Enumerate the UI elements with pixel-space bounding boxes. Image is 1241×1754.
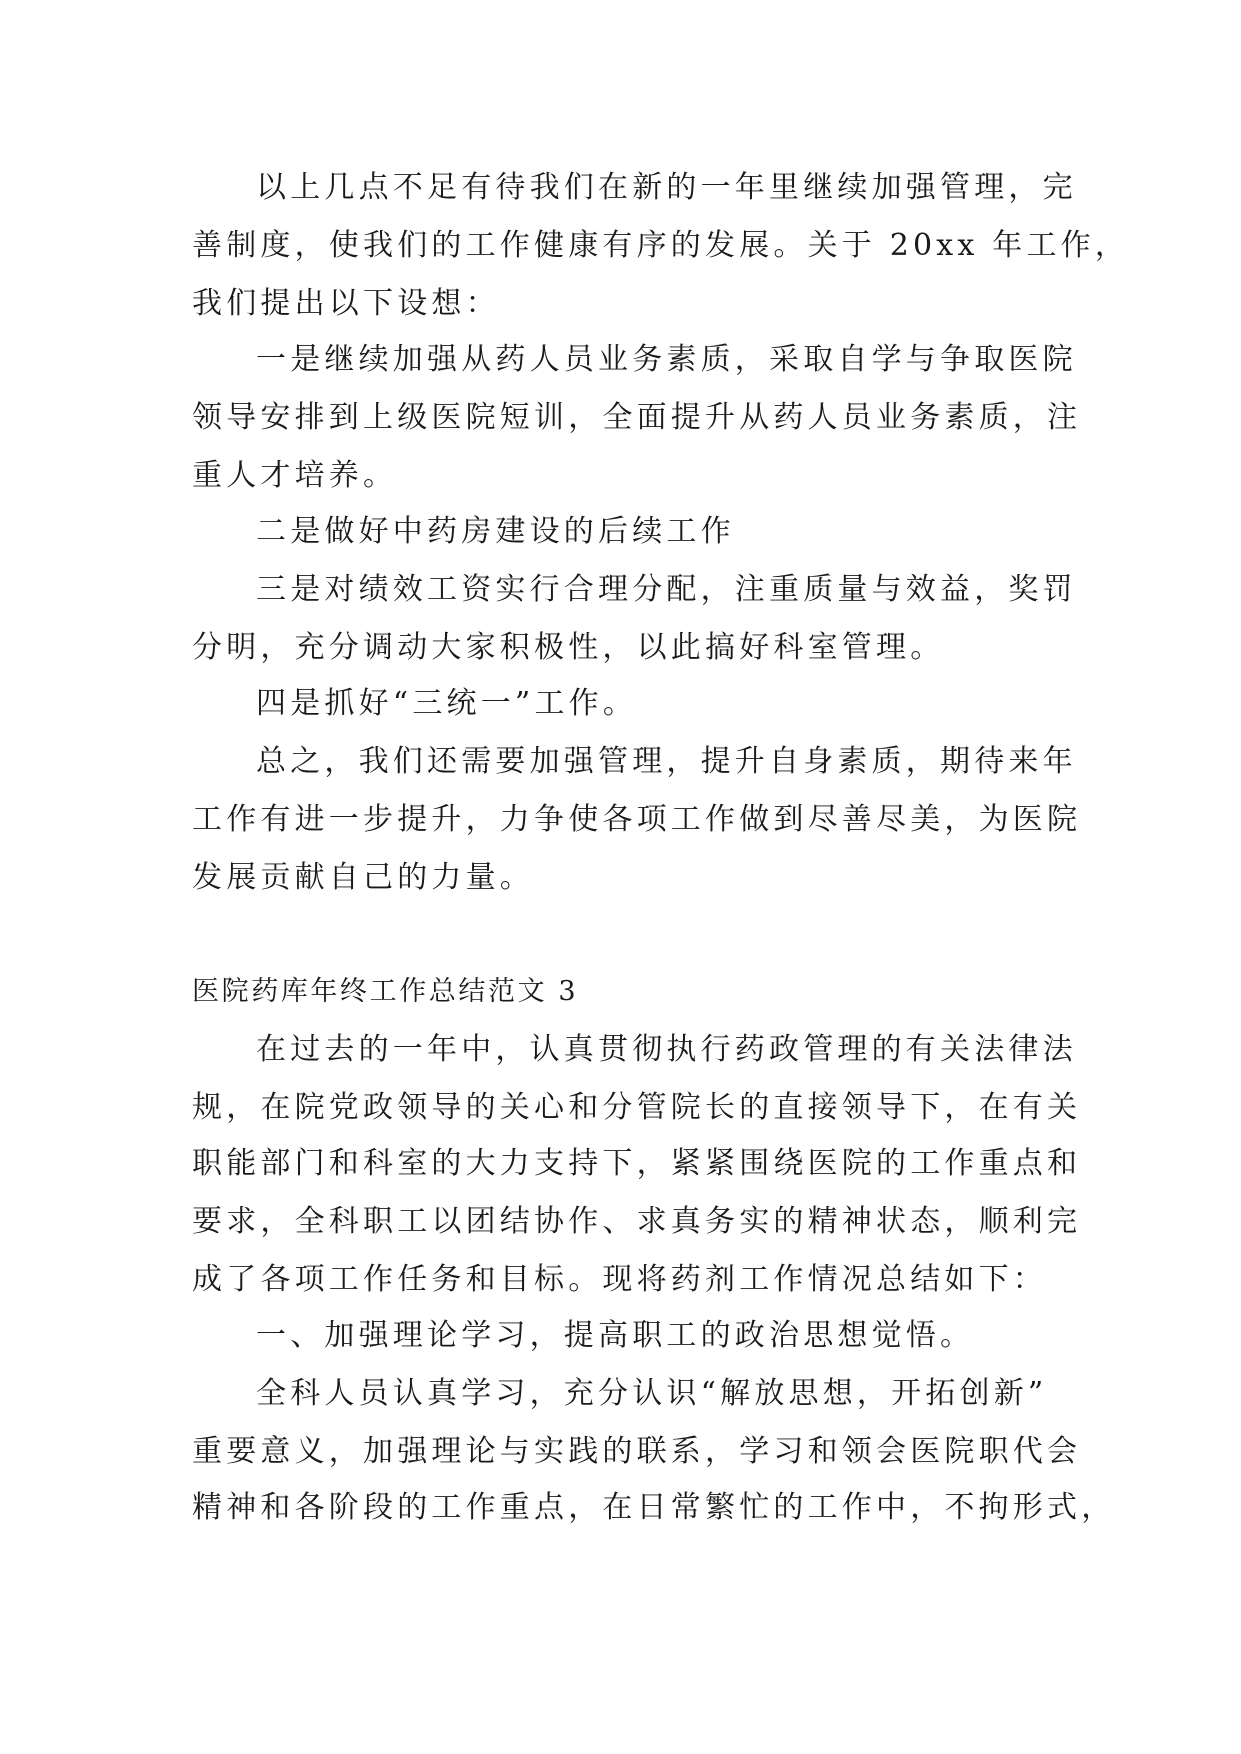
paragraph-line: 善制度，使我们的工作健康有序的发展。关于 20xx 年工作， [192, 228, 1130, 263]
paragraph-line: 一、加强理论学习，提高职工的政治思想觉悟。 [256, 1318, 975, 1353]
paragraph-line: 领导安排到上级医院短训，全面提升从药人员业务素质，注 [192, 400, 1082, 435]
paragraph-line: 四是抓好“三统一”工作。 [256, 686, 638, 721]
paragraph-line: 三是对绩效工资实行合理分配，注重质量与效益，奖罚 [256, 572, 1077, 607]
paragraph-line: 发展贡献自己的力量。 [192, 860, 534, 895]
paragraph-line: 重要意义，加强理论与实践的联系，学习和领会医院职代会 [192, 1434, 1082, 1469]
paragraph-line: 分明，充分调动大家积极性，以此搞好科室管理。 [192, 630, 945, 665]
paragraph-line: 工作有进一步提升，力争使各项工作做到尽善尽美，为医院 [192, 802, 1082, 837]
paragraph-line: 二是做好中药房建设的后续工作 [256, 514, 735, 549]
paragraph-line: 重人才培养。 [192, 458, 398, 493]
paragraph-line: 全科人员认真学习，充分认识“解放思想，开拓创新” [256, 1376, 1048, 1411]
paragraph-line: 以上几点不足有待我们在新的一年里继续加强管理，完 [256, 170, 1077, 205]
paragraph-line: 规，在院党政领导的关心和分管院长的直接领导下，在有关 [192, 1090, 1082, 1125]
paragraph-line: 我们提出以下设想： [192, 286, 500, 321]
paragraph-line: 总之，我们还需要加强管理，提升自身素质，期待来年 [256, 744, 1077, 779]
paragraph-line: 成了各项工作任务和目标。现将药剂工作情况总结如下： [192, 1262, 1047, 1297]
paragraph-line: 在过去的一年中，认真贯彻执行药政管理的有关法律法 [256, 1032, 1077, 1067]
paragraph-line: 要求，全科职工以团结协作、求真务实的精神状态，顺利完 [192, 1204, 1082, 1239]
paragraph-line: 精神和各阶段的工作重点，在日常繁忙的工作中，不拘形式， [192, 1490, 1116, 1525]
paragraph-line: 一是继续加强从药人员业务素质，采取自学与争取医院 [256, 342, 1077, 377]
paragraph-line: 职能部门和科室的大力支持下，紧紧围绕医院的工作重点和 [192, 1146, 1082, 1181]
section-heading: 医院药库年终工作总结范文 3 [192, 976, 579, 1007]
